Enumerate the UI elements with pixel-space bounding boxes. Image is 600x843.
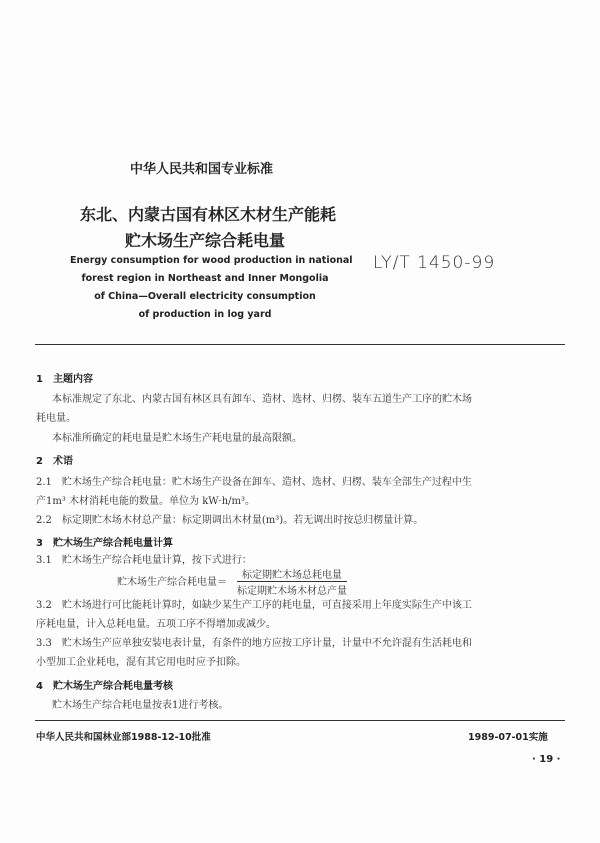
title-line-1: 东北、内蒙古国有林区木材生产能耗 [80, 205, 337, 224]
standard-code-handwritten: LY/T 1450-99 [373, 253, 496, 273]
english-title-1: Energy consumption for wood production in national [70, 255, 353, 266]
section-4-heading: 4 贮木场生产综合耗电量考核 [36, 681, 173, 692]
standard-type: 中华人民共和国专业标准 [130, 162, 274, 177]
english-title-3: of China—Overall electricity consumption [94, 291, 316, 302]
paragraph: 3.2 贮木场进行可比能耗计算时，如缺少某生产工序的耗电量，可直接采用上年度实际生产中该工 [36, 600, 472, 611]
effective-date: 1989-07-01实施 [468, 732, 548, 743]
paragraph: 序耗电量，计入总耗电量。五项工序不得增加或减少。 [36, 619, 276, 630]
formula-denominator: 标定期贮木场木材总产量 [237, 586, 347, 597]
page-number: · 19 · [532, 754, 561, 765]
paragraph: 产1m³ 木材消耗电能的数量。单位为 kW·h/m³。 [36, 496, 256, 507]
section-3-heading: 3 贮木场生产综合耗电量计算 [36, 538, 173, 549]
paragraph: 本标准规定了东北、内蒙古国有林区具有卸车、造材、选材、归楞、装车五道生产工序的贮木场 [52, 394, 472, 405]
paragraph: 贮木场生产综合耗电量按表1进行考核。 [52, 700, 229, 711]
english-title-2: forest region in Northeast and Inner Mongolia [81, 273, 329, 284]
paragraph: 2.2 标定期贮木场木材总产量：标定期调出木材量(m³)。若无调出时按总归楞量计算。 [36, 515, 424, 526]
section-1-heading: 1 主题内容 [36, 374, 93, 385]
top-rule [35, 344, 565, 345]
paragraph: 耗电量。 [36, 413, 76, 424]
approval-date: 中华人民共和国林业部1988-12-10批准 [36, 732, 211, 743]
formula-fraction [237, 566, 347, 597]
english-title-4: of production in log yard [138, 309, 272, 320]
bottom-rule [35, 720, 565, 721]
paragraph: 3.1 贮木场生产综合耗电量计算，按下式进行： [36, 555, 252, 566]
paragraph: 3.3 贮木场生产应单独安装电表计量，有条件的地方应按工序计量，计量中不允许混有生活耗电和 [36, 638, 472, 649]
paragraph: 本标准所确定的耗电量是贮木场生产耗电量的最高限额。 [52, 433, 302, 444]
formula-lhs: 贮木场生产综合耗电量＝ [117, 577, 227, 588]
paragraph: 2.1 贮木场生产综合耗电量：贮木场生产设备在卸车、造材、选材、归楞、装车全部生产过程中生 [36, 477, 472, 488]
title-line-2: 贮木场生产综合耗电量 [125, 231, 286, 250]
formula-numerator: 标定期贮木场总耗电量 [237, 566, 347, 582]
paragraph: 小型加工企业耗电，混有其它用电时应予扣除。 [36, 657, 246, 668]
section-2-heading: 2 术语 [36, 456, 73, 467]
